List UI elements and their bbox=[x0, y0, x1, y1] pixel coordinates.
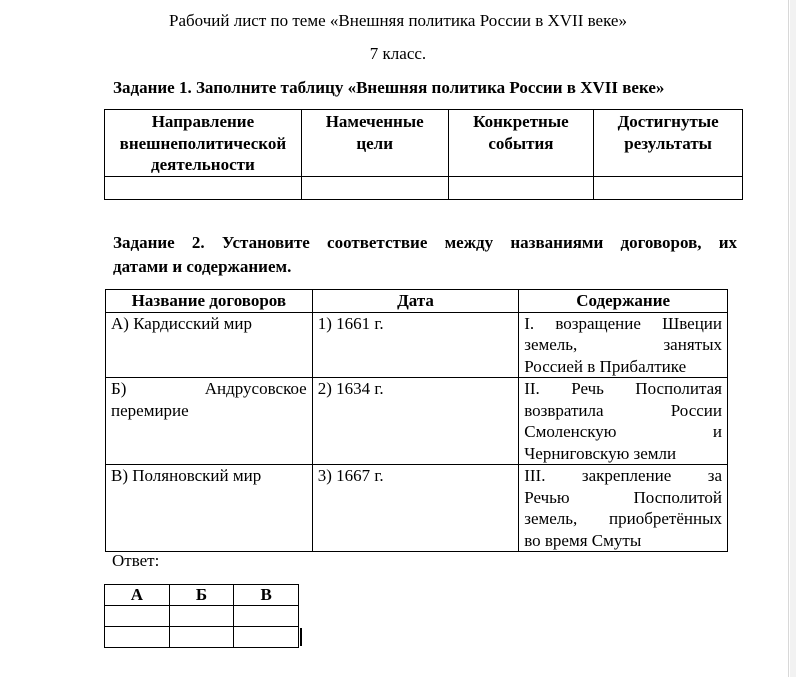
answer-header-row bbox=[105, 585, 299, 606]
content-line: Смоленскую и bbox=[524, 422, 722, 441]
header-line: результаты bbox=[624, 133, 712, 153]
page-title: Рабочий лист по теме «Внешняя политика России в XVII веке» bbox=[169, 11, 627, 30]
task2-col-content: Содержание bbox=[519, 290, 728, 313]
content-line: III. закрепление за bbox=[524, 466, 722, 485]
treaty-name-cell bbox=[106, 312, 313, 378]
answer-row bbox=[105, 606, 299, 627]
answer-label: Ответ: bbox=[112, 551, 160, 570]
page-edge bbox=[788, 0, 789, 677]
table-row bbox=[106, 378, 728, 465]
content-line: возвратила России bbox=[524, 400, 722, 420]
task2-header-row bbox=[106, 290, 728, 313]
treaty-content-cell bbox=[519, 378, 728, 465]
task1-title: Задание 1. Заполните таблицу «Внешняя политика России в XVII веке» bbox=[113, 78, 665, 97]
answer-row bbox=[105, 627, 299, 648]
treaty-name: Б) Андрусовское bbox=[111, 379, 307, 398]
treaty-content-cell bbox=[519, 312, 728, 378]
treaty-date-cell bbox=[312, 312, 519, 378]
task1-cell[interactable] bbox=[448, 176, 594, 199]
treaty-date: 1) 1661 г. bbox=[317, 313, 384, 333]
treaty-name-cell bbox=[106, 465, 313, 552]
treaty-date: 3) 1667 г. bbox=[317, 466, 384, 485]
task1-col-results bbox=[594, 110, 743, 177]
header-line: деятельности bbox=[151, 155, 255, 174]
answer-col-a: А bbox=[105, 585, 170, 606]
treaty-content-cell bbox=[519, 465, 728, 552]
treaty-date-cell bbox=[312, 378, 519, 465]
answer-cell[interactable] bbox=[105, 606, 170, 627]
task2-col-date: Дата bbox=[312, 290, 519, 313]
content-line: во время Смуты bbox=[524, 530, 642, 550]
header-line: Достигнутые bbox=[617, 112, 719, 131]
answer-cell[interactable] bbox=[234, 606, 299, 627]
task1-cell[interactable] bbox=[105, 176, 302, 199]
answer-cell[interactable] bbox=[169, 627, 234, 648]
treaty-date: 2) 1634 г. bbox=[317, 379, 384, 398]
task1-cell[interactable] bbox=[301, 176, 448, 199]
content-line: Черниговскую земли bbox=[524, 443, 677, 463]
task1-table bbox=[104, 109, 743, 200]
header-line: цели bbox=[356, 133, 394, 153]
task1-header-row bbox=[105, 110, 743, 177]
content-line: Речью Посполитой bbox=[524, 487, 722, 507]
page-shadow bbox=[790, 0, 796, 677]
text-cursor bbox=[300, 628, 302, 646]
header-line: Намеченные bbox=[325, 112, 424, 131]
treaty-name: перемирие bbox=[111, 400, 189, 420]
treaty-name: А) Кардисский мир bbox=[111, 313, 253, 333]
treaty-name: В) Поляновский мир bbox=[111, 466, 262, 485]
task2-col-name: Название договоров bbox=[106, 290, 313, 313]
task1-col-direction bbox=[105, 110, 302, 177]
task1-empty-row bbox=[105, 176, 743, 199]
grade-label: 7 класс. bbox=[369, 44, 427, 63]
content-line: I. возращение Швеции bbox=[524, 313, 722, 333]
task2-title-line1: Задание 2. Установите соответствие между названиями договоров, их bbox=[113, 233, 737, 252]
table-row bbox=[106, 465, 728, 552]
content-line: II. Речь Посполитая bbox=[524, 379, 722, 398]
content-line: земель, занятых bbox=[524, 335, 722, 354]
task1-col-goals bbox=[301, 110, 448, 177]
task2-title-line2: датами и содержанием. bbox=[113, 257, 292, 276]
treaty-name-cell bbox=[106, 378, 313, 465]
answer-cell[interactable] bbox=[105, 627, 170, 648]
treaty-date-cell bbox=[312, 465, 519, 552]
task2-table bbox=[105, 289, 728, 552]
table-row bbox=[106, 312, 728, 378]
answer-col-v: В bbox=[234, 585, 299, 606]
task1-col-events bbox=[448, 110, 594, 177]
task1-cell[interactable] bbox=[594, 176, 743, 199]
header-line: Конкретные bbox=[473, 112, 569, 131]
answer-col-b: Б bbox=[169, 585, 234, 606]
answer-table bbox=[104, 584, 299, 648]
answer-cell[interactable] bbox=[169, 606, 234, 627]
header-line: внешнеполитической bbox=[119, 133, 287, 153]
content-line: Россией в Прибалтике bbox=[524, 356, 687, 376]
content-line: земель, приобретённых bbox=[524, 509, 722, 528]
header-line: события bbox=[488, 133, 554, 153]
header-line: Направление bbox=[151, 112, 255, 131]
answer-cell[interactable] bbox=[234, 627, 299, 648]
